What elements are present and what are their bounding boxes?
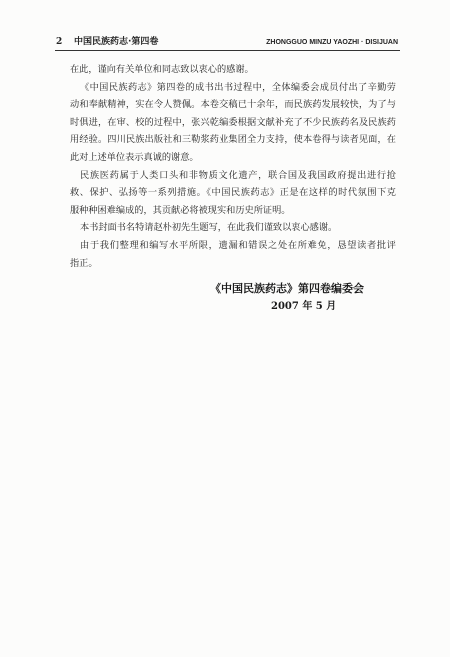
paragraph xyxy=(70,167,396,220)
text-line: 民族医药属于人类口头和非物质文化遗产，联合国及我国政府提出进行抢 xyxy=(80,169,396,181)
text-line: 救、保护、弘扬等一系列措施。《中国民族药志》正是在这样的时代氛围下克 xyxy=(70,187,396,199)
signature-date: 2007 年 5 月 xyxy=(271,301,337,312)
text-line: 此对上述单位表示真诚的谢意。 xyxy=(70,151,199,163)
paragraph xyxy=(70,79,396,167)
body-text xyxy=(70,61,396,272)
paragraph xyxy=(70,61,396,79)
paragraph xyxy=(70,237,396,272)
text-line: 动和奉献精神，实在令人赞佩。本卷交稿已十余年，而民族药发展较快，为了与 xyxy=(70,99,396,111)
text-line: 指正。 xyxy=(70,257,98,269)
paragraph xyxy=(70,219,396,237)
text-line: 由于我们整理和编写水平所限，遗漏和错误之处在所难免，恳望读者批评 xyxy=(80,239,396,251)
text-line: 《中国民族药志》第四卷的成书出书过程中，全体编委会成员付出了辛勤劳 xyxy=(80,81,396,93)
text-line: 在此，谨向有关单位和同志致以衷心的感谢。 xyxy=(70,64,254,75)
running-header-pinyin: ZHONGGUO MINZU YAOZHI · DISIJUAN xyxy=(266,39,398,46)
text-line: 用经验。四川民族出版社和三勒浆药业集团全力支持，使本卷得与读者见面，在 xyxy=(70,134,396,146)
text-line: 本书封面书名特请赵朴初先生题写，在此我们谨致以衷心感谢。 xyxy=(80,222,338,234)
text-line: 时俱进，在审、校的过程中，张兴乾编委根据文献补充了不少民族药名及民族药 xyxy=(70,116,396,128)
signature-committee: 《中国民族药志》第四卷编委会 xyxy=(210,282,364,295)
running-header-title: 中国民族药志·第四卷 xyxy=(74,37,159,47)
text-line: 服种种困难编成的，其贡献必将被现实和历史所证明。 xyxy=(70,204,291,216)
page-number: 2 xyxy=(56,37,63,47)
header-rule xyxy=(55,50,400,51)
